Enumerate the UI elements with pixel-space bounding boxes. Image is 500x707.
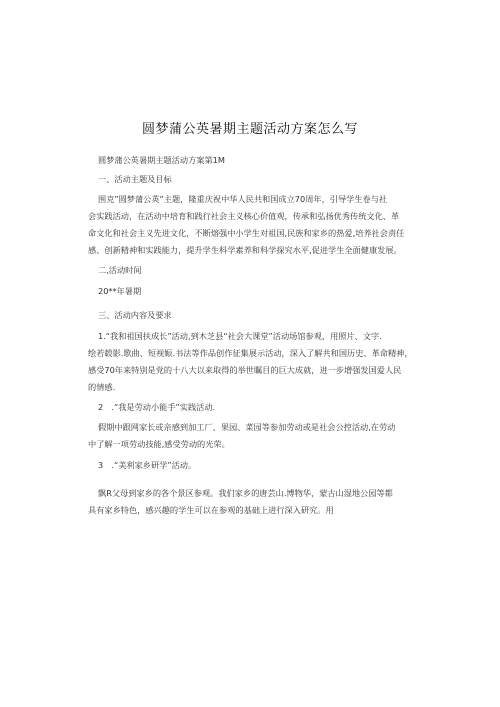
paragraph-line: 感受70年来特别是党的十八大以来取得的举世瞩目的巨大成就，进一步增强发国爱人民 [88, 365, 402, 375]
paragraph-line: 假期中跟网家长或亲感到加工厂、果园、菜园等参加劳动或是社会公控活动,在劳动 [98, 422, 396, 432]
section-heading-3: 三、活动内容及要求 [98, 310, 172, 320]
paragraph-line: 的情感. [88, 382, 116, 392]
paragraph-line: 1.“我和祖国扶成长”活动,到木芝县“社会大课堂”活动场馆参观，用照片、文字. [98, 331, 382, 341]
activity-item-3: 3 .“美利家乡研学”活动。 [98, 460, 197, 470]
time-line: 20**年暑期 [98, 286, 142, 296]
subtitle-line: 圆梦蒲公英暑期主题活动方案第1M [98, 155, 225, 165]
paragraph-line: 围克”圆梦蒲公英”主题，隆重庆祝中华人民共和国成立70周年，引导学生卷与社 [98, 194, 388, 204]
section-heading-2: 二,活动时间 [98, 265, 142, 275]
paragraph-line: 会实践活动，在活动中培育和践行社会主义核心价值观，传承和弘扬优秀传统文化、革 [88, 211, 400, 221]
paragraph-line: 具有家乡特色，感兴趣的学生可以在参观的基础上进行深入研究。用 [88, 505, 334, 515]
paragraph-line: 命文化和社会主义先进文化，不断熔强中小学生对祖国,民族和家乡的热爱,培养社会责任 [88, 228, 405, 238]
paragraph-line: 中了解一项劳动技能,感受劳动的光荣。 [88, 439, 230, 449]
activity-item-2: 2 .“我是劳动小能手”实践活动. [98, 402, 216, 412]
document-title: 圆梦蒲公英暑期主题活动方案怎么写 [141, 122, 358, 137]
section-heading-1: 一、活动主题及目标 [98, 174, 172, 184]
paragraph-line: 飘R父母到家乡的各个景区参观。我们家乡的唐芸山.博物华，蒙古山湿地公园等都 [98, 488, 393, 498]
paragraph-line: 绘若毂影.歌曲、短视娠.书法等作品创作征集展示活动，深入了解共和国历史、革命精神， [88, 348, 413, 358]
paragraph-line: 感、创新精神和实践能力，提升学生科学素养和科学探究水平,促进学生全面健康发展。 [88, 245, 402, 255]
